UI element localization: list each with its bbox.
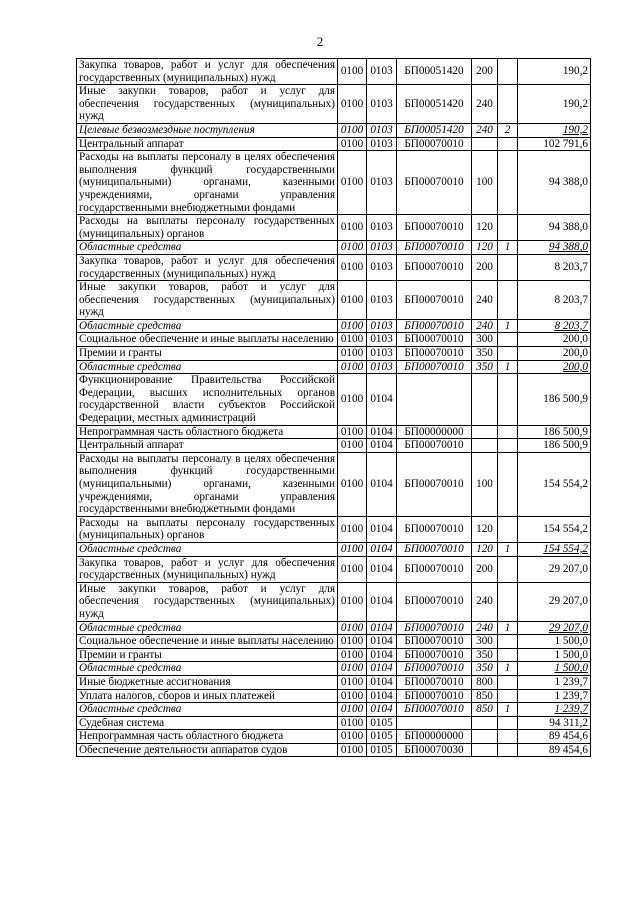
table-row xyxy=(77,662,591,676)
row-subsection-code: 0103 xyxy=(367,281,397,320)
row-name: Судебная система xyxy=(77,716,338,730)
row-name: Центральный аппарат xyxy=(77,137,338,151)
row-section-code: 0100 xyxy=(338,516,367,542)
row-target-article-code: БП00000000 xyxy=(397,730,472,744)
row-funding-source-code xyxy=(498,516,518,542)
row-target-article-code: БП00070010 xyxy=(397,215,472,241)
row-target-article-code: БП00070010 xyxy=(397,621,472,635)
row-section-code: 0100 xyxy=(338,59,367,85)
row-section-code: 0100 xyxy=(338,281,367,320)
row-amount: 29 207,0 xyxy=(518,621,591,635)
row-expense-type-code xyxy=(472,730,498,744)
row-subsection-code: 0103 xyxy=(367,360,397,374)
table-row xyxy=(77,123,591,137)
row-section-code: 0100 xyxy=(338,439,367,453)
row-expense-type-code xyxy=(472,374,498,425)
table-row xyxy=(77,137,591,151)
row-expense-type-code: 240 xyxy=(472,85,498,124)
row-funding-source-code xyxy=(498,716,518,730)
row-funding-source-code xyxy=(498,675,518,689)
row-subsection-code: 0103 xyxy=(367,137,397,151)
row-name: Уплата налогов, сборов и иных платежей xyxy=(77,689,338,703)
row-name: Иные бюджетные ассигнования xyxy=(77,675,338,689)
row-subsection-code: 0104 xyxy=(367,425,397,439)
row-funding-source-code: 1 xyxy=(498,621,518,635)
table-row xyxy=(77,635,591,649)
row-name: Областные средства xyxy=(77,319,338,333)
table-row xyxy=(77,319,591,333)
row-subsection-code: 0105 xyxy=(367,730,397,744)
row-funding-source-code: 1 xyxy=(498,241,518,255)
table-row xyxy=(77,281,591,320)
row-section-code: 0100 xyxy=(338,542,367,556)
row-expense-type-code: 120 xyxy=(472,241,498,255)
row-amount: 1 500,0 xyxy=(518,648,591,662)
row-expense-type-code: 350 xyxy=(472,662,498,676)
row-target-article-code: БП00070010 xyxy=(397,703,472,717)
row-funding-source-code xyxy=(498,151,518,215)
row-funding-source-code xyxy=(498,425,518,439)
table-row xyxy=(77,425,591,439)
row-subsection-code: 0103 xyxy=(367,59,397,85)
table-row xyxy=(77,254,591,280)
row-amount: 190,2 xyxy=(518,85,591,124)
row-section-code: 0100 xyxy=(338,648,367,662)
row-amount: 8 203,7 xyxy=(518,319,591,333)
row-section-code: 0100 xyxy=(338,662,367,676)
row-subsection-code: 0103 xyxy=(367,85,397,124)
row-name: Премии и гранты xyxy=(77,648,338,662)
row-expense-type-code: 240 xyxy=(472,123,498,137)
table-row xyxy=(77,743,591,757)
row-subsection-code: 0104 xyxy=(367,675,397,689)
row-expense-type-code: 350 xyxy=(472,347,498,361)
row-funding-source-code: 1 xyxy=(498,662,518,676)
row-name: Функционирование Правительства Российской Федерации, высших исполнительных органов государственной власти субъектов Российской Федерации, местных администраций xyxy=(77,374,338,425)
row-amount: 186 500,9 xyxy=(518,439,591,453)
row-name: Областные средства xyxy=(77,360,338,374)
row-funding-source-code xyxy=(498,648,518,662)
row-target-article-code: БП00070010 xyxy=(397,333,472,347)
row-expense-type-code: 350 xyxy=(472,648,498,662)
row-funding-source-code xyxy=(498,374,518,425)
row-section-code: 0100 xyxy=(338,254,367,280)
row-subsection-code: 0104 xyxy=(367,439,397,453)
row-target-article-code: БП00070010 xyxy=(397,319,472,333)
row-expense-type-code: 120 xyxy=(472,542,498,556)
row-name: Закупка товаров, работ и услуг для обеспечения государственных (муниципальных) нужд xyxy=(77,59,338,85)
row-expense-type-code: 200 xyxy=(472,254,498,280)
row-name: Областные средства xyxy=(77,621,338,635)
row-funding-source-code xyxy=(498,333,518,347)
row-expense-type-code xyxy=(472,137,498,151)
row-section-code: 0100 xyxy=(338,347,367,361)
row-name: Иные закупки товаров, работ и услуг для обеспечения государственных (муниципальных) нужд xyxy=(77,281,338,320)
row-target-article-code: БП00070010 xyxy=(397,360,472,374)
row-amount: 200,0 xyxy=(518,333,591,347)
table-row xyxy=(77,59,591,85)
row-expense-type-code xyxy=(472,439,498,453)
row-section-code: 0100 xyxy=(338,215,367,241)
row-section-code: 0100 xyxy=(338,425,367,439)
row-name: Центральный аппарат xyxy=(77,439,338,453)
table-row xyxy=(77,621,591,635)
row-funding-source-code xyxy=(498,254,518,280)
row-name: Непрограммная часть областного бюджета xyxy=(77,730,338,744)
row-target-article-code: БП00051420 xyxy=(397,59,472,85)
row-amount: 200,0 xyxy=(518,347,591,361)
row-expense-type-code: 120 xyxy=(472,215,498,241)
row-amount: 1 239,7 xyxy=(518,689,591,703)
row-amount: 200,0 xyxy=(518,360,591,374)
row-name: Закупка товаров, работ и услуг для обеспечения государственных (муниципальных) нужд xyxy=(77,556,338,582)
row-funding-source-code xyxy=(498,556,518,582)
row-funding-source-code: 1 xyxy=(498,542,518,556)
row-target-article-code: БП00070010 xyxy=(397,542,472,556)
table-row xyxy=(77,333,591,347)
row-name: Расходы на выплаты персоналу государственных (муниципальных) органов xyxy=(77,215,338,241)
row-subsection-code: 0103 xyxy=(367,241,397,255)
row-section-code: 0100 xyxy=(338,374,367,425)
row-expense-type-code: 200 xyxy=(472,59,498,85)
row-target-article-code: БП00070010 xyxy=(397,648,472,662)
row-section-code: 0100 xyxy=(338,703,367,717)
row-name: Областные средства xyxy=(77,703,338,717)
row-section-code: 0100 xyxy=(338,716,367,730)
row-subsection-code: 0104 xyxy=(367,582,397,621)
row-funding-source-code xyxy=(498,743,518,757)
row-target-article-code: БП00070010 xyxy=(397,281,472,320)
row-name: Областные средства xyxy=(77,542,338,556)
row-amount: 94 388,0 xyxy=(518,151,591,215)
row-funding-source-code xyxy=(498,730,518,744)
row-subsection-code: 0105 xyxy=(367,743,397,757)
table-row xyxy=(77,215,591,241)
row-target-article-code xyxy=(397,374,472,425)
row-amount: 1 500,0 xyxy=(518,635,591,649)
row-expense-type-code xyxy=(472,743,498,757)
row-name: Областные средства xyxy=(77,241,338,255)
table-row xyxy=(77,452,591,516)
row-expense-type-code: 240 xyxy=(472,281,498,320)
row-target-article-code: БП00070010 xyxy=(397,439,472,453)
row-expense-type-code xyxy=(472,716,498,730)
row-amount: 186 500,9 xyxy=(518,425,591,439)
row-target-article-code: БП00070010 xyxy=(397,675,472,689)
row-subsection-code: 0104 xyxy=(367,662,397,676)
table-row xyxy=(77,730,591,744)
row-subsection-code: 0105 xyxy=(367,716,397,730)
table-row xyxy=(77,360,591,374)
row-funding-source-code xyxy=(498,59,518,85)
table-row xyxy=(77,516,591,542)
row-subsection-code: 0104 xyxy=(367,648,397,662)
table-row xyxy=(77,542,591,556)
row-subsection-code: 0104 xyxy=(367,621,397,635)
row-name: Целевые безвозмездные поступления xyxy=(77,123,338,137)
row-amount: 1 500,0 xyxy=(518,662,591,676)
row-funding-source-code xyxy=(498,635,518,649)
budget-table xyxy=(76,58,591,757)
row-amount: 94 311,2 xyxy=(518,716,591,730)
row-name: Расходы на выплаты персоналу в целях обеспечения выполнения функций государственными (муниципальными) органами, казенными учреждениями, органами управления государственными внебюджетными фондами xyxy=(77,452,338,516)
row-amount: 89 454,6 xyxy=(518,743,591,757)
row-amount: 29 207,0 xyxy=(518,556,591,582)
table-row xyxy=(77,347,591,361)
row-amount: 190,2 xyxy=(518,123,591,137)
table-row xyxy=(77,648,591,662)
row-funding-source-code xyxy=(498,439,518,453)
row-expense-type-code: 100 xyxy=(472,151,498,215)
row-amount: 8 203,7 xyxy=(518,254,591,280)
table-row xyxy=(77,556,591,582)
row-funding-source-code: 1 xyxy=(498,360,518,374)
row-name: Обеспечение деятельности аппаратов судов xyxy=(77,743,338,757)
row-target-article-code: БП00000000 xyxy=(397,425,472,439)
row-amount: 186 500,9 xyxy=(518,374,591,425)
row-section-code: 0100 xyxy=(338,452,367,516)
row-section-code: 0100 xyxy=(338,675,367,689)
row-funding-source-code: 1 xyxy=(498,703,518,717)
page-number: 2 xyxy=(316,34,324,49)
table-row xyxy=(77,675,591,689)
row-expense-type-code: 350 xyxy=(472,360,498,374)
row-target-article-code: БП00070010 xyxy=(397,516,472,542)
row-target-article-code xyxy=(397,716,472,730)
row-subsection-code: 0103 xyxy=(367,215,397,241)
row-section-code: 0100 xyxy=(338,151,367,215)
budget-table-body xyxy=(77,59,591,757)
row-name: Расходы на выплаты персоналу в целях обеспечения выполнения функций государственными (муниципальными) органами, казенными учреждениями, органами управления государственными внебюджетными фондами xyxy=(77,151,338,215)
row-subsection-code: 0104 xyxy=(367,516,397,542)
table-row xyxy=(77,582,591,621)
row-target-article-code: БП00070010 xyxy=(397,662,472,676)
row-section-code: 0100 xyxy=(338,730,367,744)
row-expense-type-code: 200 xyxy=(472,556,498,582)
row-subsection-code: 0104 xyxy=(367,689,397,703)
row-expense-type-code: 100 xyxy=(472,452,498,516)
row-expense-type-code: 120 xyxy=(472,516,498,542)
row-target-article-code: БП00051420 xyxy=(397,123,472,137)
row-amount: 102 791,6 xyxy=(518,137,591,151)
row-name: Иные закупки товаров, работ и услуг для обеспечения государственных (муниципальных) нужд xyxy=(77,85,338,124)
row-funding-source-code xyxy=(498,281,518,320)
row-section-code: 0100 xyxy=(338,743,367,757)
row-subsection-code: 0103 xyxy=(367,123,397,137)
table-row xyxy=(77,689,591,703)
row-expense-type-code: 300 xyxy=(472,635,498,649)
row-subsection-code: 0104 xyxy=(367,635,397,649)
row-section-code: 0100 xyxy=(338,582,367,621)
row-expense-type-code: 850 xyxy=(472,689,498,703)
row-expense-type-code xyxy=(472,425,498,439)
row-subsection-code: 0104 xyxy=(367,542,397,556)
row-funding-source-code xyxy=(498,347,518,361)
row-section-code: 0100 xyxy=(338,123,367,137)
table-row xyxy=(77,374,591,425)
row-subsection-code: 0103 xyxy=(367,333,397,347)
row-target-article-code: БП00070010 xyxy=(397,635,472,649)
table-row xyxy=(77,439,591,453)
row-section-code: 0100 xyxy=(338,85,367,124)
row-amount: 8 203,7 xyxy=(518,281,591,320)
row-target-article-code: БП00051420 xyxy=(397,85,472,124)
row-amount: 29 207,0 xyxy=(518,582,591,621)
row-subsection-code: 0103 xyxy=(367,347,397,361)
table-row xyxy=(77,716,591,730)
table-row xyxy=(77,241,591,255)
row-amount: 154 554,2 xyxy=(518,452,591,516)
row-name: Областные средства xyxy=(77,662,338,676)
row-subsection-code: 0104 xyxy=(367,703,397,717)
row-amount: 94 388,0 xyxy=(518,241,591,255)
row-amount: 190,2 xyxy=(518,59,591,85)
row-amount: 1 239,7 xyxy=(518,703,591,717)
table-row xyxy=(77,85,591,124)
row-subsection-code: 0104 xyxy=(367,556,397,582)
row-funding-source-code xyxy=(498,689,518,703)
row-section-code: 0100 xyxy=(338,556,367,582)
row-section-code: 0100 xyxy=(338,241,367,255)
row-target-article-code: БП00070010 xyxy=(397,689,472,703)
row-target-article-code: БП00070030 xyxy=(397,743,472,757)
row-funding-source-code xyxy=(498,137,518,151)
row-name: Закупка товаров, работ и услуг для обеспечения государственных (муниципальных) нужд xyxy=(77,254,338,280)
row-name: Социальное обеспечение и иные выплаты населению xyxy=(77,333,338,347)
row-target-article-code: БП00070010 xyxy=(397,347,472,361)
row-section-code: 0100 xyxy=(338,360,367,374)
row-section-code: 0100 xyxy=(338,621,367,635)
row-funding-source-code xyxy=(498,215,518,241)
row-subsection-code: 0104 xyxy=(367,452,397,516)
row-section-code: 0100 xyxy=(338,319,367,333)
row-funding-source-code: 1 xyxy=(498,319,518,333)
row-target-article-code: БП00070010 xyxy=(397,241,472,255)
row-subsection-code: 0103 xyxy=(367,254,397,280)
row-target-article-code: БП00070010 xyxy=(397,582,472,621)
row-subsection-code: 0103 xyxy=(367,319,397,333)
row-expense-type-code: 300 xyxy=(472,333,498,347)
row-name: Премии и гранты xyxy=(77,347,338,361)
row-funding-source-code xyxy=(498,452,518,516)
row-target-article-code: БП00070010 xyxy=(397,556,472,582)
row-name: Непрограммная часть областного бюджета xyxy=(77,425,338,439)
row-expense-type-code: 800 xyxy=(472,675,498,689)
row-funding-source-code xyxy=(498,582,518,621)
row-expense-type-code: 240 xyxy=(472,319,498,333)
row-funding-source-code xyxy=(498,85,518,124)
row-name: Иные закупки товаров, работ и услуг для обеспечения государственных (муниципальных) нужд xyxy=(77,582,338,621)
row-section-code: 0100 xyxy=(338,137,367,151)
row-section-code: 0100 xyxy=(338,333,367,347)
row-expense-type-code: 240 xyxy=(472,621,498,635)
row-amount: 94 388,0 xyxy=(518,215,591,241)
row-name: Расходы на выплаты персоналу государственных (муниципальных) органов xyxy=(77,516,338,542)
row-subsection-code: 0104 xyxy=(367,374,397,425)
row-subsection-code: 0103 xyxy=(367,151,397,215)
row-section-code: 0100 xyxy=(338,635,367,649)
row-amount: 89 454,6 xyxy=(518,730,591,744)
row-target-article-code: БП00070010 xyxy=(397,452,472,516)
row-expense-type-code: 850 xyxy=(472,703,498,717)
row-target-article-code: БП00070010 xyxy=(397,254,472,280)
row-target-article-code: БП00070010 xyxy=(397,151,472,215)
table-row xyxy=(77,703,591,717)
row-expense-type-code: 240 xyxy=(472,582,498,621)
row-amount: 154 554,2 xyxy=(518,516,591,542)
row-section-code: 0100 xyxy=(338,689,367,703)
table-row xyxy=(77,151,591,215)
row-amount: 154 554,2 xyxy=(518,542,591,556)
row-target-article-code: БП00070010 xyxy=(397,137,472,151)
row-name: Социальное обеспечение и иные выплаты населению xyxy=(77,635,338,649)
row-amount: 1 239,7 xyxy=(518,675,591,689)
row-funding-source-code: 2 xyxy=(498,123,518,137)
